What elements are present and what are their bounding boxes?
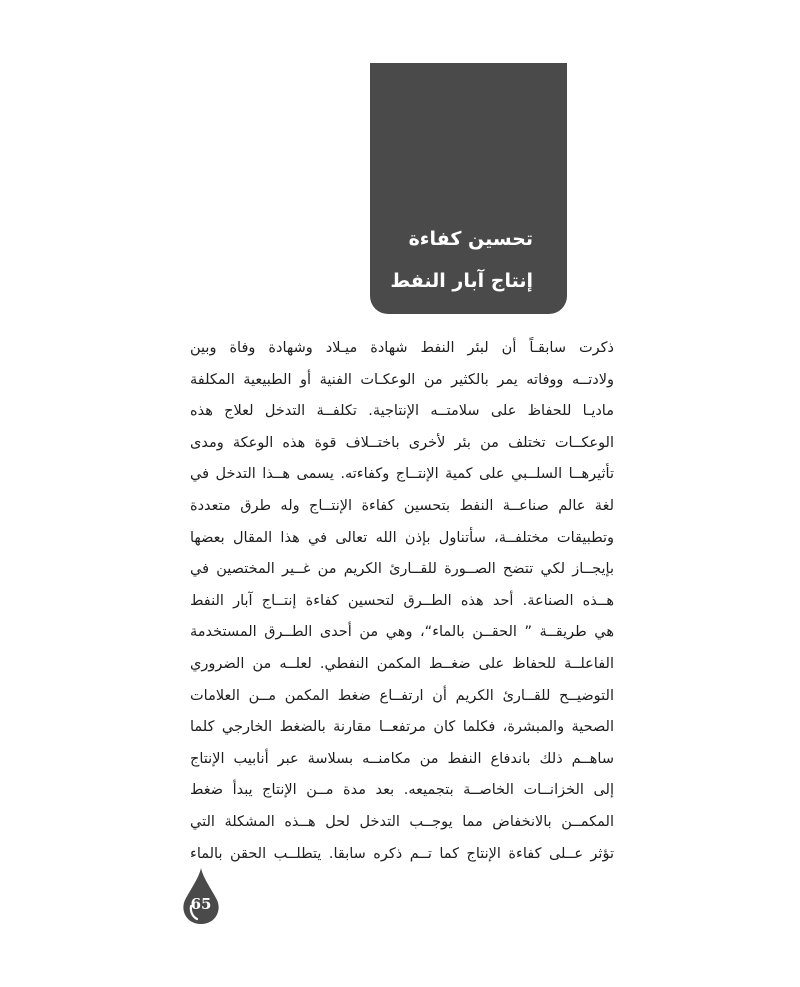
page-number: 65 [190, 895, 212, 913]
body-line: ولادتــه ووفاته يمر بالكثير من الوعكـات الفنية أو الطبيعية المكلفة [190, 371, 614, 388]
body-line: لغة عالم صناعــة النفط بتحسين كفاءة الإنتــاج وله طرق متعددة [190, 497, 614, 514]
body-line: الوعكــات تختلف من بئر لأخرى باختــلاف قوة هذه الوعكة ومدى [190, 434, 614, 451]
body-line: هــذه الصناعة. أحد هذه الطــرق لتحسين كفاءة إنتــاج آبار النفط [190, 592, 614, 609]
body-line: ذكرت سابقـاً أن لبئر النفط شهادة ميـلاد وشهادة وفاة وبين [190, 340, 614, 356]
chapter-title-line-2: إنتاج آبار النفط [390, 270, 533, 292]
chapter-title-line-1: تحسين كفاءة [408, 228, 533, 250]
body-line: ماديـا للحفاظ على سلامتــه الإنتاجية. تكلفــة التدخل لعلاج هذه [190, 403, 614, 420]
chapter-title-box [370, 63, 567, 314]
body-line: ساهــم ذلك باندفاع النفط من مكامنــه بسلاسة عبر أنابيب الإنتاج [190, 750, 614, 767]
body-line: التوضيــح للقــارئ الكريم أن ارتفــاع ضغط المكمن مــن العلامات [190, 687, 614, 704]
body-line: الفاعلــة للحفاظ على ضغــط المكمن النفطي. لعلــه من الضروري [190, 655, 614, 672]
body-line: بإيجــاز لكي تتضح الصــورة للقــارئ الكريم من غــير المختصين في [190, 561, 614, 578]
body-line: تأثيرهــا السلــبي على كمية الإنتــاج وكفاءته. يسمى هــذا التدخل في [190, 466, 614, 483]
article-body [190, 333, 614, 870]
body-line: المكمــن بالانخفاض مما يوجــب التدخل لحل هــذه المشكلة التي [190, 813, 614, 830]
body-line: إلى الخزانــات الخاصــة بتجميعه. بعد مدة مــن الإنتاج يبدأ ضغط [190, 782, 614, 799]
body-line: الصحية والمبشرة، فكلما كان مرتفعــا مقارنة بالضغط الخارجي كلما [190, 719, 614, 736]
body-line: هي طريقــة ” الحقــن بالماء“، وهي من أحدى الطــرق المستخدمة [190, 624, 614, 641]
body-line: وتطبيقات مختلفــة، سأتناول بإذن الله تعالى في هذا المقال بعضها [190, 529, 614, 546]
body-line: تؤثر عــلى كفاءة الإنتاج كما تــم ذكره سابقا. يتطلــب الحقن بالماء [190, 845, 614, 862]
